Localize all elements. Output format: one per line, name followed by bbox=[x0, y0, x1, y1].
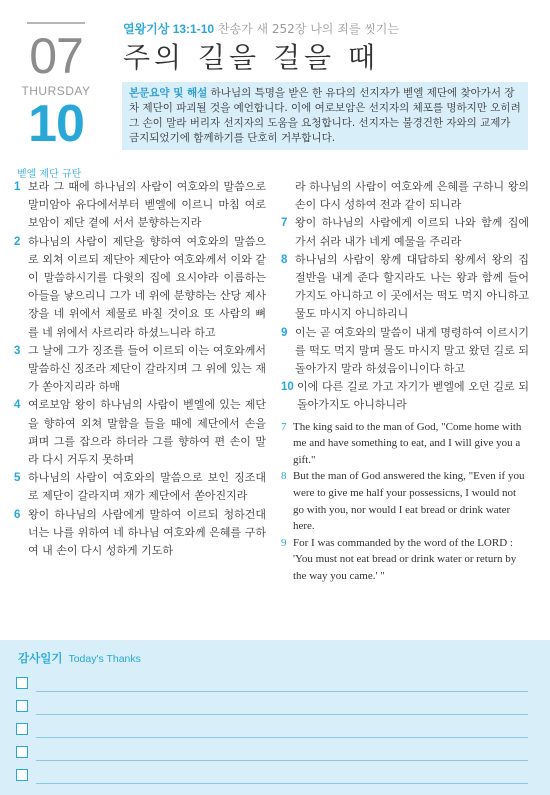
verse-text: 하나님의 사람이 왕께 대답하되 왕께서 왕의 집 절반을 내게 준다 할지라도 나는 왕과 함께 들어가지도 아니하고 이 곳에서는 떡도 먹지 아니하고 물도 마시지 아니하리니 bbox=[295, 252, 529, 321]
english-verse-text: But the man of God answered the king, "Even if you were to give me half your possessicns, I would not go with you, nor would I eat bread or drink water here. bbox=[293, 470, 525, 533]
verse bbox=[14, 342, 266, 397]
page-title: 주의 길을 걸을 때 bbox=[123, 41, 380, 74]
scripture-reference-line bbox=[123, 20, 399, 37]
date-weekday: THURSDAY bbox=[21, 84, 91, 98]
verse-number: 10 bbox=[281, 381, 294, 394]
english-verse-text: For I was commanded by the word of the LORD : 'You must not eat bread or drink water or return by the way you came.' " bbox=[293, 536, 517, 582]
verse-continuation: 라 하나님의 사람이 여호와께 은혜를 구하니 왕의 손이 다시 성하여 전과 같이 되니라 bbox=[295, 180, 529, 212]
thanks-checkbox[interactable] bbox=[16, 723, 28, 735]
verse-text: 보라 그 때에 하나님의 사람이 여호와의 말씀으로 말미암아 유다에서부터 벧엘에 이르니 마침 여로보암이 제단 곁에 서서 분향하는지라 bbox=[28, 180, 266, 230]
verse bbox=[14, 396, 266, 469]
thanks-checkbox[interactable] bbox=[16, 746, 28, 758]
english-verse bbox=[281, 535, 529, 585]
summary-text: 하나님의 특명을 받은 한 유다의 선지자가 벧엘 제단에 찾아가서 장차 제단이 파괴될 것을 예언합니다. 이에 여로보암은 선지자의 체포를 명하지만 오히려 그 손이 말라 버리자 선지자의 도움을 요청합니다. 선지자는 불경건한 자와의 교제가 금지되었기에 함께하기를 단호히 거부합니다. bbox=[129, 87, 521, 144]
writing-line bbox=[36, 737, 528, 738]
date-day: 10 bbox=[28, 95, 84, 153]
verse-text: 왕이 하나님의 사람에게 말하여 이르되 청하건대 너는 나를 위하여 네 하나님 여호와께 은혜를 구하여 내 손이 다시 성하게 기도하 bbox=[28, 507, 266, 558]
thanks-diary-section bbox=[0, 640, 550, 795]
verse-number: 2 bbox=[14, 235, 21, 248]
thanks-title-en: Today's Thanks bbox=[68, 653, 141, 665]
verse-text: 여로보암 왕이 하나님의 사람이 벧엘에 있는 제단을 향하여 외쳐 말함을 들을 때에 제단에서 손을 펴며 그를 잡으라 하더라 그를 향하여 편 손이 말라 다시 거두지 못하며 bbox=[28, 398, 266, 467]
thanks-row[interactable] bbox=[16, 676, 528, 694]
thanks-checkbox[interactable] bbox=[16, 677, 28, 689]
verse-number: 4 bbox=[14, 399, 21, 412]
thanks-row[interactable] bbox=[16, 768, 528, 786]
writing-line bbox=[36, 783, 528, 784]
verse bbox=[14, 506, 266, 561]
thanks-title-ko: 감사일기 bbox=[18, 651, 63, 665]
verse-text: 그 날에 그가 징조를 들어 이르되 이는 여호와께서 말씀하신 징조라 제단이 갈라지며 그 위에 있는 재가 쏟아지리라 하매 bbox=[28, 343, 266, 394]
verse bbox=[281, 324, 529, 379]
english-verse bbox=[281, 468, 529, 534]
writing-line bbox=[36, 760, 528, 761]
thanks-row[interactable] bbox=[16, 722, 528, 740]
verse-number: 7 bbox=[281, 217, 288, 230]
verse bbox=[14, 469, 266, 505]
verses-right-column bbox=[281, 178, 529, 585]
thanks-checkbox[interactable] bbox=[16, 700, 28, 712]
summary-box bbox=[122, 82, 528, 150]
verse-text: 이는 곧 여호와의 말씀이 내게 명령하여 이르시기를 떡도 먹지 말며 물도 마시지 말고 왔던 길로 되돌아가지 말라 하셨음이니이다 하고 bbox=[295, 325, 529, 376]
writing-line bbox=[36, 691, 528, 692]
verse-number: 3 bbox=[14, 344, 21, 357]
verse-number: 6 bbox=[14, 508, 21, 521]
english-verse bbox=[281, 419, 529, 469]
verse-text: 이에 다른 길로 가고 자기가 벧엘에 오던 길로 되돌아가지도 아니하니라 bbox=[297, 380, 529, 412]
verse bbox=[14, 178, 266, 233]
thanks-row[interactable] bbox=[16, 745, 528, 763]
verse-number: 8 bbox=[281, 253, 288, 266]
english-verse-number: 7 bbox=[281, 420, 287, 433]
verse-text: 왕이 하나님의 사람에게 이르되 나와 함께 집에 가서 쉬라 내가 네게 예물을 주리라 bbox=[295, 216, 529, 248]
thanks-diary-title bbox=[18, 650, 141, 666]
hymn-reference: 찬송가 새 252장 나의 죄를 씻기는 bbox=[217, 22, 399, 36]
thanks-checkbox[interactable] bbox=[16, 769, 28, 781]
verses-left-column bbox=[14, 178, 266, 560]
verse bbox=[281, 214, 529, 250]
section-label: 벧엘 제단 규탄 bbox=[17, 169, 82, 180]
verse bbox=[281, 251, 529, 324]
verse-number: 1 bbox=[14, 181, 21, 193]
verse-text: 하나님의 사람이 여호와의 말씀으로 보인 징조대로 제단이 갈라지며 재가 제단에서 쏟아진지라 bbox=[28, 471, 266, 503]
verse-number: 9 bbox=[281, 326, 288, 339]
summary-label: 본문요약 및 해설 bbox=[129, 87, 208, 99]
thanks-row[interactable] bbox=[16, 699, 528, 717]
english-verse-number: 8 bbox=[281, 470, 287, 483]
english-verse-text: The king said to the man of God, "Come home with me and have something to eat, and I will give you a gift." bbox=[293, 420, 522, 466]
date-month: 07 bbox=[29, 28, 83, 84]
scripture-reference: 열왕기상 13:1-10 bbox=[123, 22, 215, 36]
writing-line bbox=[36, 714, 528, 715]
verse-text: 하나님의 사람이 제단을 향하여 여호와의 말씀으로 외쳐 이르되 제단아 제단아 여호와께서 이와 같이 말씀하시기를 다윗의 집에 요시야라 이름하는 아들을 낳으리니 그가 네 위에 분향하는 산당 제사장을 네 위에서 제물로 바칠 것이요 또 사람의 뼈를 네 위에서 사르리라 하셨느니라 하고 bbox=[28, 234, 266, 339]
date-top-rule bbox=[27, 22, 85, 24]
verse-number: 5 bbox=[14, 472, 21, 485]
english-verse-number: 9 bbox=[281, 536, 287, 549]
verse bbox=[281, 378, 529, 414]
verse bbox=[14, 233, 266, 342]
